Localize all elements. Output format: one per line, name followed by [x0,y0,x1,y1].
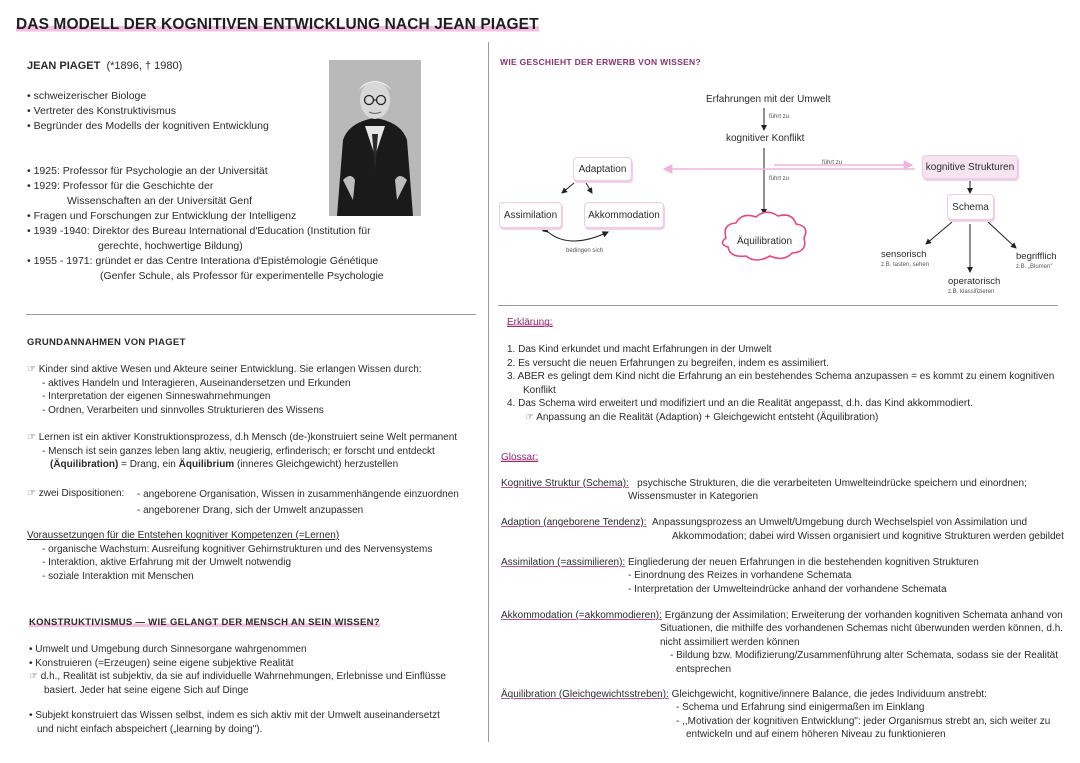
career-item: • 1939 -1940: Direktor des Bureau International d'Education (Institution für [27,225,371,237]
grund-p2-block [27,431,457,472]
career-item: • 1929: Professor für die Geschichte der [27,180,214,192]
glossar-struktur [501,477,1027,491]
grund-p3-items [137,487,459,519]
erklaerung-item: 4. Das Schema wird erweitert und modifiziert und an die Realität angepasst, d.h. das Kind akkommodiert. [507,398,973,409]
bio-fact: • Begründer des Modells der kognitiven Entwicklung [27,120,269,132]
career-item: • 1925: Professor für Psychologie an der Universität [27,165,268,177]
adaptation-label: Adaptation [578,163,627,175]
career-item: Wissenschaften an der Universität Genf [67,195,253,207]
erklaerung-item: 1. Das Kind erkundet und macht Erfahrungen in der Umwelt [507,344,772,355]
konstr-item: • Subjekt konstruiert das Wissen selbst, indem es sich aktiv mit der Umwelt auseinandersetzt [29,710,440,721]
glossar-term: Assimilation (=assimilieren): [501,557,626,568]
bedingen-label: bedingen sich [566,248,604,254]
begrifflich-label: begrifflich [1016,251,1057,262]
voraussetzung-item: - organische Wachstum: Ausreifung kognitiver Gehirnstrukturen und des Nervensystems [42,543,433,555]
vertical-divider [488,42,489,742]
grund-p2: ☞ Lernen ist ein aktiver Konstruktionsprozess, d.h Mensch (de-)konstruiert seine Welt permanent [27,432,458,443]
erklaerung-item: 3. ABER es gelingt dem Kind nicht die Erfahrung an ein bestehendes Schema anzupassen = es kommt zu einem kognitiven [507,371,1055,382]
glossar-subitem: - Bildung bzw. Modifizierung/Zusammenführung alter Schemata, sodass sie der Realität [670,650,1058,661]
grund-p1-item: - aktives Handeln und Interagieren, Auseinandersetzen und Erkunden [42,377,351,389]
grund-p1-item: - Ordnen, Verarbeiten und sinnvolles Strukturieren des Wissens [42,404,324,416]
glossar-aequilibration [501,688,987,702]
grund-heading: GRUNDANNAHMEN VON PIAGET [27,337,186,348]
glossar-term: Äquilibration (Gleichgewichtsstreben): [501,689,669,700]
aequilibration-term: (Äquilibration) [50,459,119,470]
grund-p2-b [27,458,457,472]
erklaerung-item: Konflikt [523,384,556,396]
grund-p1-item: - Interpretation der eigenen Sinneswahrnehmungen [42,391,271,402]
glossar-subitem: - Interpretation der Umwelteindrücke anhand der vorhandene Schemata [628,583,947,595]
disposition-item: - angeborener Drang, sich der Umwelt anzupassen [137,505,364,516]
schema-label: Schema [952,201,989,213]
glossar-subitem: entwickeln und auf einem höheren Niveau zu funktionieren [686,729,946,740]
portrait-illustration [329,60,421,216]
akkommodation-box [584,202,664,228]
fuehrt-zu-label: führt zu [769,114,790,120]
portrait-photo [329,60,421,216]
begrifflich-example: z.B. „Blumen" [1016,264,1053,270]
diagram-heading: WIE GESCHIEHT DER ERWERB VON WISSEN? [500,57,701,67]
grund-section [27,363,422,417]
konstr-item: ☞ d.h., Realität ist subjektiv, da sie auf individuelle Wahrnehmungen, Erlebnisse und Einflüsse [29,671,446,682]
glossar-definition: Ergänzung der Assimilation; Erweiterung der vorhanden kognitiven Schemata anhand von [664,610,1063,621]
glossar-assimilation [501,556,979,570]
konstr-heading-text: KONSTRUKTIVISMUS — WIE GELANGT DER MENSCH AN SEIN WISSEN? [29,617,380,628]
glossar-definition: Anpassungsprozess an Umwelt/Umgebung durch Wechselspiel von Assimilation und [652,517,1028,528]
erklaerung-heading-text: Erklärung: [507,317,553,328]
career-item: • Fragen und Forschungen zur Entwicklung der Intelligenz [27,210,297,222]
glossar-assimilation-items [628,569,947,596]
konstr-list [29,643,446,736]
adaptation-box [573,157,632,181]
bio-name: JEAN PIAGET [27,60,101,72]
konstr-item: • Konstruieren (=Erzeugen) seine eigene subjektive Realität [29,657,294,669]
glossar-definition-cont: nicht assimiliert werden können [660,636,800,648]
voraussetzungen [27,529,432,583]
glossar-aequilibration-items [676,701,1050,742]
disposition-item: - angeborene Organisation, Wissen in zusammenhängende einzuordnen [137,489,459,500]
bio-fact: • Vertreter des Konstruktivismus [27,105,176,117]
aequilibrium-term: Äquilibrium [178,459,235,470]
glossar-subitem: - Schema und Erfahrung sind einigermaßen im Einklang [676,702,925,713]
grund-p1: ☞ Kinder sind aktive Wesen und Akteure seiner Entwicklung. Sie erlangen Wissen durch: [27,364,422,375]
bio-facts [27,89,269,134]
voraussetzung-item: - Interaktion, aktive Erfahrung mit der Umwelt notwendig [42,557,291,568]
aequilibration-label: Äquilibration [737,236,793,247]
bio-fact: • schweizerischer Biologe [27,90,147,102]
horizontal-divider [26,314,476,315]
konstr-item: basiert. Jeder hat seine eigene Sich auf Dinge [44,684,249,696]
page-title: DAS MODELL DER KOGNITIVEN ENTWICKLUNG NACH JEAN PIAGET [16,16,539,33]
glossar-akkommodation-cont [660,622,1063,676]
erklaerung-heading [507,317,553,328]
sensorisch-label: sensorisch [881,249,927,260]
grund-p2-a: - Mensch ist sein ganzes leben lang aktiv, neugierig, erfinderisch; er forscht und entdeckt [42,445,435,457]
operatorisch-example: z.B. klassifizieren [948,289,995,295]
bio-name-line [27,60,182,72]
glossar-term: Akkommodation (=akkommodieren): [501,610,662,621]
career-item: (Genfer Schule, als Professor für experimentelle Psychologie [100,270,384,282]
erklaerung-item: ☞ Anpassung an die Realität (Adaption) + Gleichgewicht entsteht (Äquilibration) [525,411,879,423]
voraussetzungen-heading: Voraussetzungen für die Entstehen kognitiver Kompetenzen (=Lernen) [27,530,340,541]
bio-dates: (*1896, † 1980) [106,60,183,72]
voraussetzung-item: - soziale Interaktion mit Menschen [42,570,194,582]
glossar-term: Adaption (angeborene Tendenz): [501,517,647,528]
glossar-struktur-l2: Wissensmuster in Kategorien [628,491,759,502]
glossar-definition-cont: Situationen, die mithilfe des vorhandenen Schemas nicht überwunden werden können, d.h. [660,623,1064,634]
glossar-adaption-l2: Akkommodation; dabei wird Wissen organisiert und kognitive Strukturen werden gebildet [672,531,1064,542]
career-item: • 1955 - 1971: gründet er das Centre Interationa d'Epistémologie Génétique [27,255,379,267]
glossar-heading-text: Glossar: [501,452,539,463]
strukturen-label: kognitive Strukturen [925,161,1015,173]
konstr-heading [29,617,380,628]
konflikt-label: kognitiver Konflikt [726,133,805,144]
erklaerung-item: 2. Es versucht die neuen Erfahrungen zu begreifen, indem es assimiliert. [507,357,829,369]
career-item: gerechte, hochwertige Bildung) [98,240,243,252]
text-fragment: = Drang, ein [118,459,179,470]
glossar-term: Kognitive Struktur (Schema): [501,478,629,489]
glossar-akkommodation [501,609,1063,623]
glossar-definition: Eingliederung der neuen Erfahrungen in die bestehenden kognitiven Strukturen [627,557,979,568]
sensorisch-example: z.B. tasten, sehen [881,262,930,268]
strukturen-box [922,155,1018,179]
assimilation-box [499,202,562,228]
glossar-definition: psychische Strukturen, die die verarbeiteten Umwelteindrücke speichern und einordnen; [637,478,1027,489]
grund-p3-label: ☞ zwei Dispositionen: [27,488,125,499]
fuehrt-zu-label: führt zu [769,176,790,182]
assimilation-label: Assimilation [503,209,558,221]
erfahrungen-label: Erfahrungen mit der Umwelt [706,94,831,105]
konstr-item: • Umwelt und Umgebung durch Sinnesorgane wahrgenommen [29,644,307,655]
akkommodation-label: Akkommodation [588,209,660,221]
glossar-subitem: - Einordnung des Reizes in vorhandene Schemata [628,570,852,581]
erklaerung-list [507,343,1054,424]
schema-box [947,194,994,220]
glossar-subitem: - ,,Motivation der kognitiven Entwicklung": jeder Organismus strebt an, sich weiter zu [676,715,1051,727]
glossar-definition: Gleichgewicht, kognitive/innere Balance, die jedes Individuum anstrebt: [671,689,987,700]
fuehrt-zu-label: führt zu [822,160,843,166]
text-fragment: (inneres Gleichgewicht) herzustellen [234,459,399,470]
glossar-adaption [501,516,1027,530]
konstr-item: und nicht einfach abspeichert („learning by doing"). [37,723,263,735]
glossar-heading [501,452,538,463]
glossar-subitem: entsprechen [676,663,732,675]
operatorisch-label: operatorisch [948,276,1001,287]
